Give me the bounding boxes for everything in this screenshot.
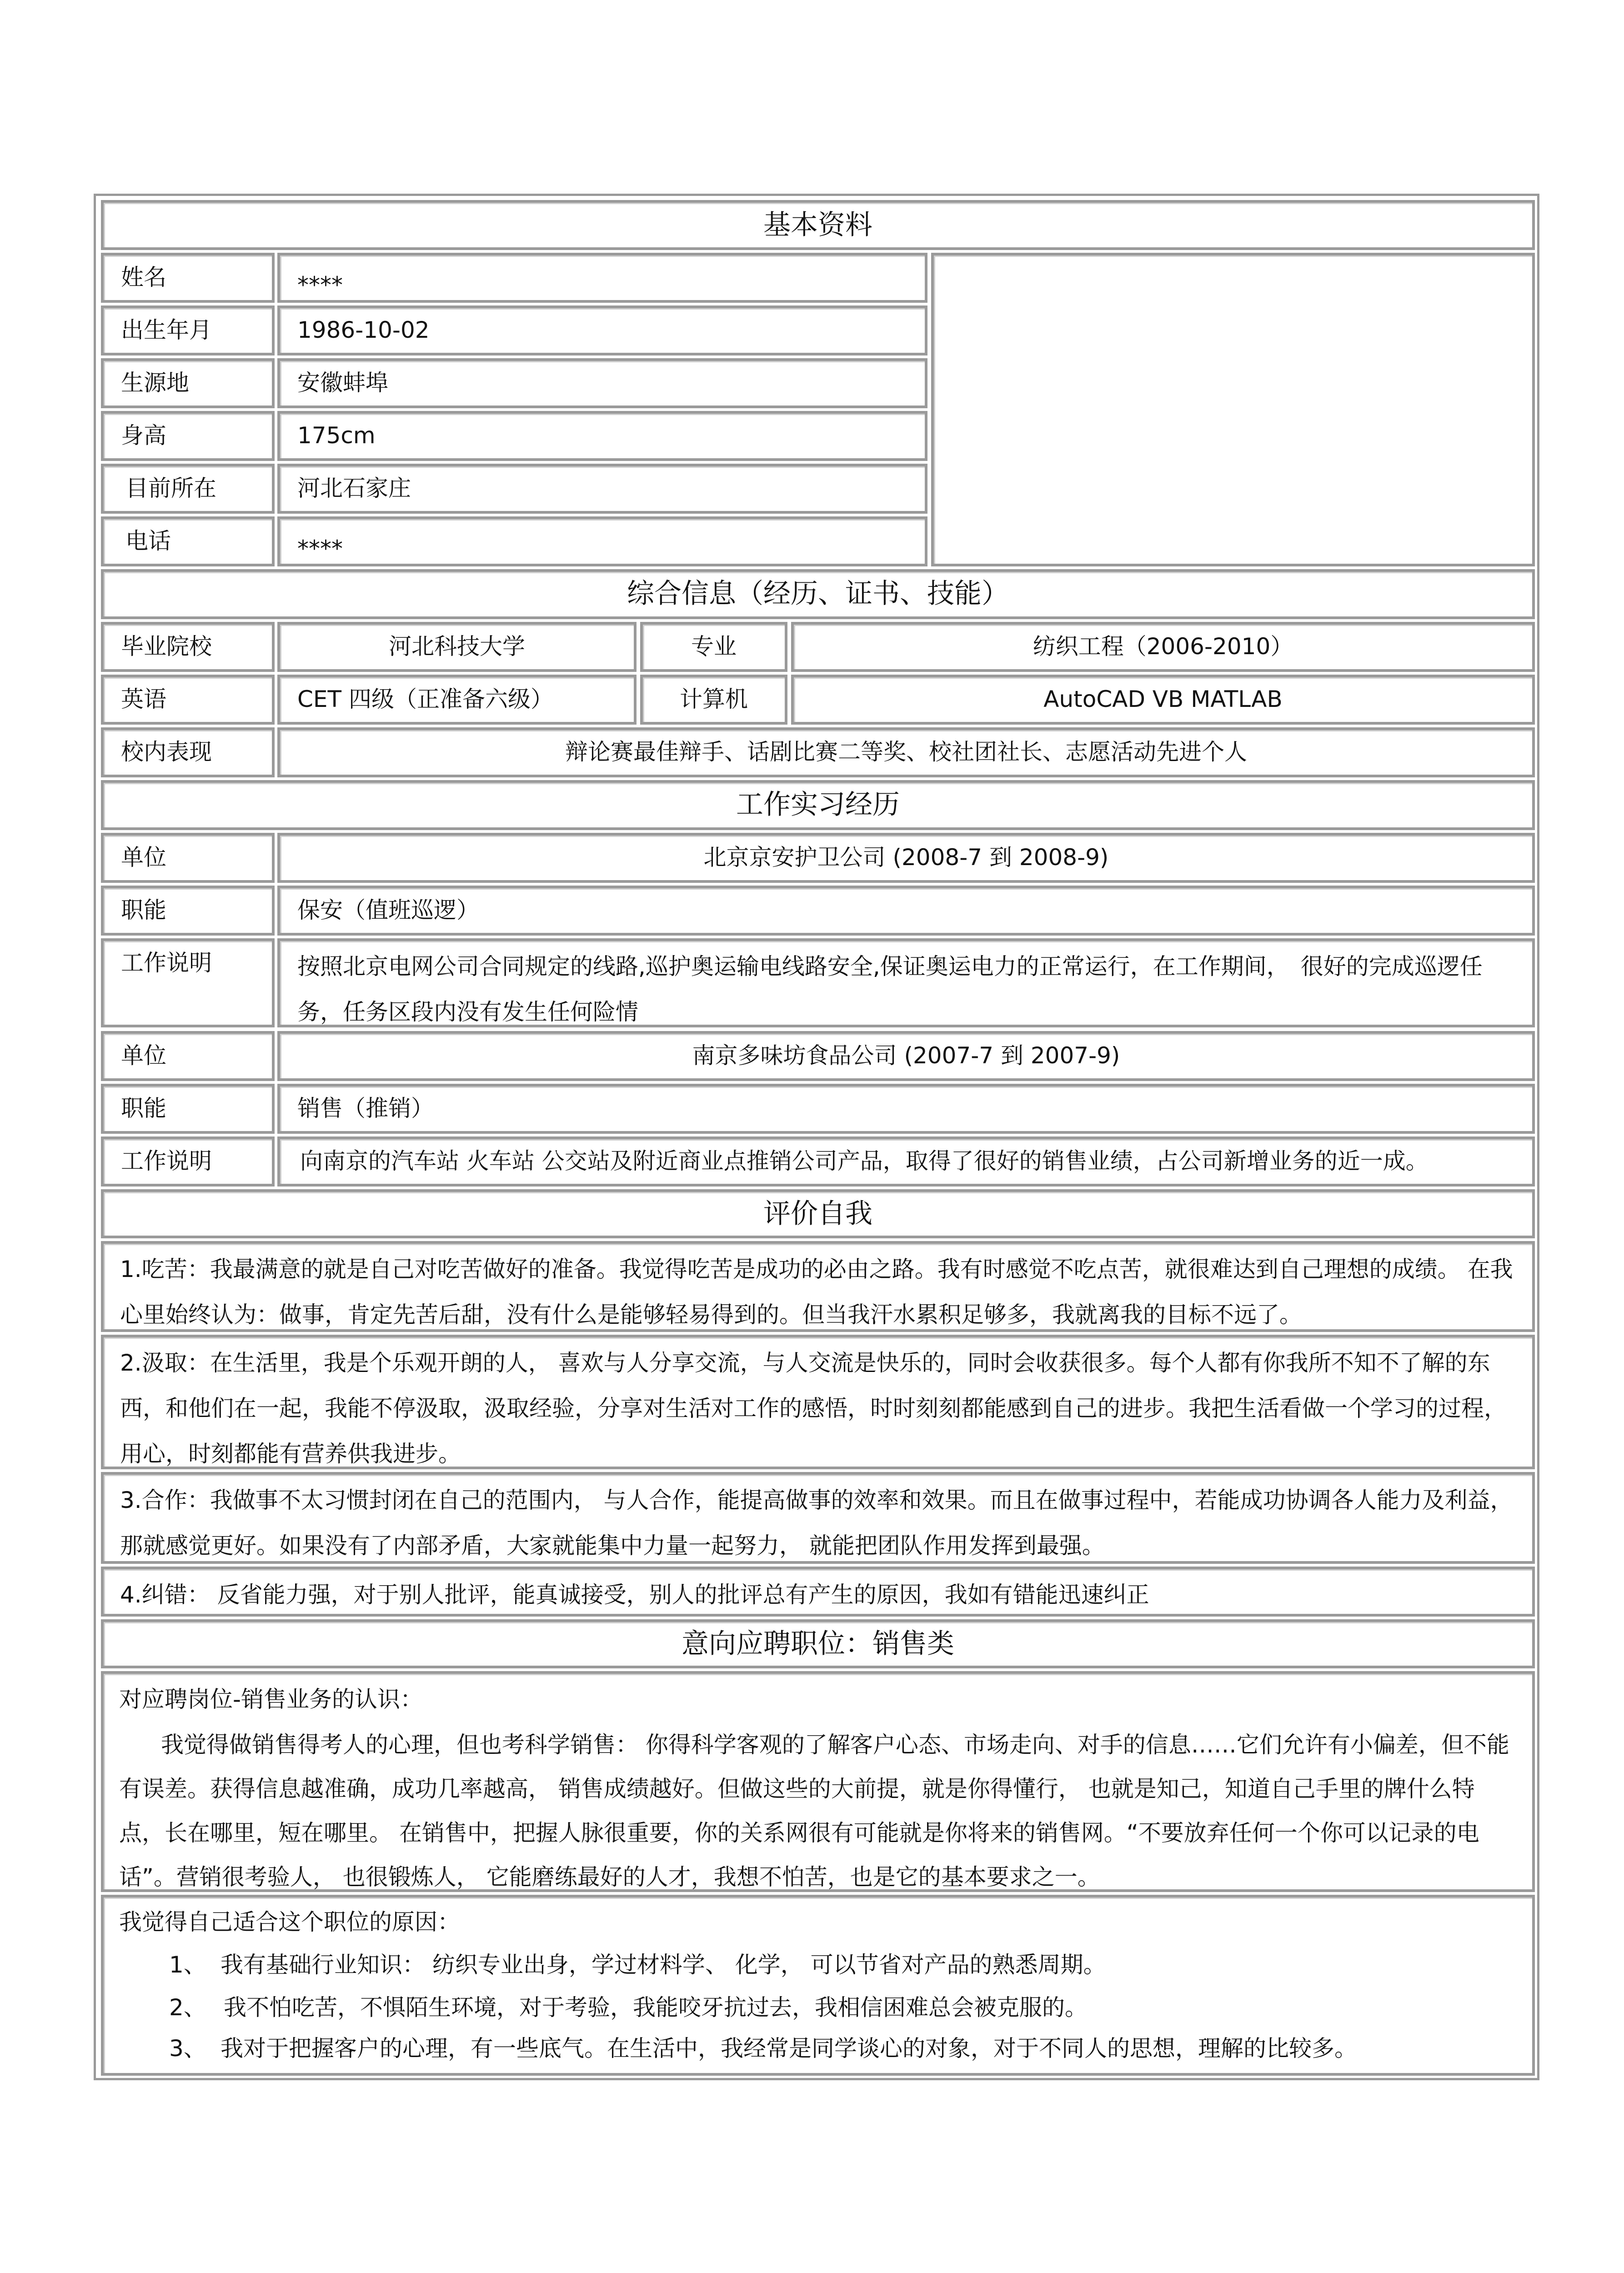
self-eval-item-2: 2.汲取：在生活里，我是个乐观开朗的人， 喜欢与人分享交流，与人交流是快乐的，同时会收获很多。每个人都有你我所不知不了解的东西，和他们在一起，我能不停汲取，汲取经验，分享对生活对工作的感悟，时时刻刻都能感到自己的进步。我把生活看做一个学习的过程， 用心，时刻都能有营养供我进步。 <box>101 1335 1535 1469</box>
name-value: **** <box>277 253 927 303</box>
english-value: CET 四级（正准备六级） <box>277 675 637 725</box>
intent-view-text: 我觉得做销售得考人的心理，但也考科学销售： 你得科学客观的了解客户心态、市场走向、对手的信息……它们允许有小偏差，但不能有误差。获得信息越准确，成功几率越高， 销售成绩越好。但做这些的大前提，就是你得懂行， 也就是知己，知道自己手里的牌什么特点，长在哪里，短在哪里。 在销售中，把握人脉很重要，你的关系网很有可能就是你将来的销售网。“不要放弃任何一个你可以记录的电话”。营销很考验人， 也很锻炼人， 它能磨练最好的人才，我想不怕苦，也是它的基本要求之一。 <box>119 1732 1509 1890</box>
campus-value: 辩论赛最佳辩手、话剧比赛二等奖、校社团社长、志愿活动先进个人 <box>277 727 1535 777</box>
job1-desc-value: 按照北京电网公司合同规定的线路,巡护奥运输电线路安全,保证奥运电力的正常运行，在工作期间， 很好的完成巡逻任务，任务区段内没有发生任何险情 <box>277 938 1535 1027</box>
job1-role-value: 保安（值班巡逻） <box>277 886 1535 936</box>
school-value: 河北科技大学 <box>277 622 637 672</box>
self-eval-item-3: 3.合作：我做事不太习惯封闭在自己的范围内， 与人合作，能提高做事的效率和效果。而且在做事过程中，若能成功协调各人能力及利益，那就感觉更好。如果没有了内部矛盾，大家就能集中力量一起努力， 就能把团队作用发挥到最强。 <box>101 1472 1535 1564</box>
school-label: 毕业院校 <box>101 622 275 672</box>
self-eval-item-1: 1.吃苦：我最满意的就是自己对吃苦做好的准备。我觉得吃苦是成功的必由之路。我有时感觉不吃点苦，就很难达到自己理想的成绩。 在我心里始终认为：做事，肯定先苦后甜，没有什么是能够轻易得到的。但当我汗水累积足够多，我就离我的目标不远了。 <box>101 1241 1535 1332</box>
job2-unit-value: 南京多味坊食品公司 (2007-7 到 2007-9) <box>277 1031 1535 1081</box>
job1-desc-label: 工作说明 <box>101 938 275 1027</box>
section-basic-title: 基本资料 <box>101 200 1535 250</box>
origin-value: 安徽蚌埠 <box>277 358 927 408</box>
self-eval-item-4: 4.纠错： 反省能力强，对于别人批评，能真诚接受，别人的批评总有产生的原因，我如有错能迅速纠正 <box>101 1567 1535 1617</box>
photo-placeholder <box>931 253 1535 566</box>
birth-label: 出生年月 <box>101 305 275 355</box>
reason-3-num: 3、 <box>169 2035 206 2062</box>
job2-role-value: 销售（推销） <box>277 1084 1535 1134</box>
height-value: 175cm <box>277 411 927 461</box>
campus-label: 校内表现 <box>101 727 275 777</box>
computer-label: 计算机 <box>640 675 787 725</box>
name-label: 姓名 <box>101 253 275 303</box>
job2-role-label: 职能 <box>101 1084 275 1134</box>
section-self-title: 评价自我 <box>101 1189 1535 1238</box>
major-value: 纺织工程（2006-2010） <box>791 622 1535 672</box>
location-value: 河北石家庄 <box>277 464 927 514</box>
reason-3-text: 我对于把握客户的心理，有一些底气。在生活中，我经常是同学谈心的对象，对于不同人的思想，理解的比较多。 <box>221 2035 1357 2062</box>
job2-desc-value: 向南京的汽车站 火车站 公交站及附近商业点推销公司产品，取得了很好的销售业绩，占公司新增业务的近一成。 <box>277 1136 1535 1187</box>
phone-value: **** <box>277 516 927 566</box>
reason-1-text: 我有基础行业知识： 纺织专业出身，学过材料学、 化学， 可以节省对产品的熟悉周期。 <box>221 1952 1106 1978</box>
reason-2-text: 我不怕吃苦，不惧陌生环境，对于考验，我能咬牙抗过去，我相信困难总会被克服的。 <box>224 1994 1088 2021</box>
english-label: 英语 <box>101 675 275 725</box>
job1-unit-label: 单位 <box>101 833 275 883</box>
computer-value: AutoCAD VB MATLAB <box>791 675 1535 725</box>
phone-label: 电话 <box>101 516 275 566</box>
job1-unit-value: 北京京安护卫公司 (2008-7 到 2008-9) <box>277 833 1535 883</box>
job2-desc-label: 工作说明 <box>101 1136 275 1187</box>
reason-2-num: 2、 <box>169 1994 206 2021</box>
major-label: 专业 <box>640 622 787 672</box>
origin-label: 生源地 <box>101 358 275 408</box>
job2-unit-label: 单位 <box>101 1031 275 1081</box>
intent-view-heading: 对应聘岗位-销售业务的认识： <box>119 1686 423 1712</box>
birth-value: 1986-10-02 <box>277 305 927 355</box>
reason-1-num: 1、 <box>169 1952 206 1978</box>
section-info-title: 综合信息（经历、证书、技能） <box>101 569 1535 619</box>
section-work-title: 工作实习经历 <box>101 780 1535 830</box>
height-label: 身高 <box>101 411 275 461</box>
intent-reasons-heading: 我觉得自己适合这个职位的原因： <box>119 1909 460 1935</box>
section-intent-title: 意向应聘职位：销售类 <box>101 1619 1535 1668</box>
location-label: 目前所在 <box>101 464 275 514</box>
job1-role-label: 职能 <box>101 886 275 936</box>
